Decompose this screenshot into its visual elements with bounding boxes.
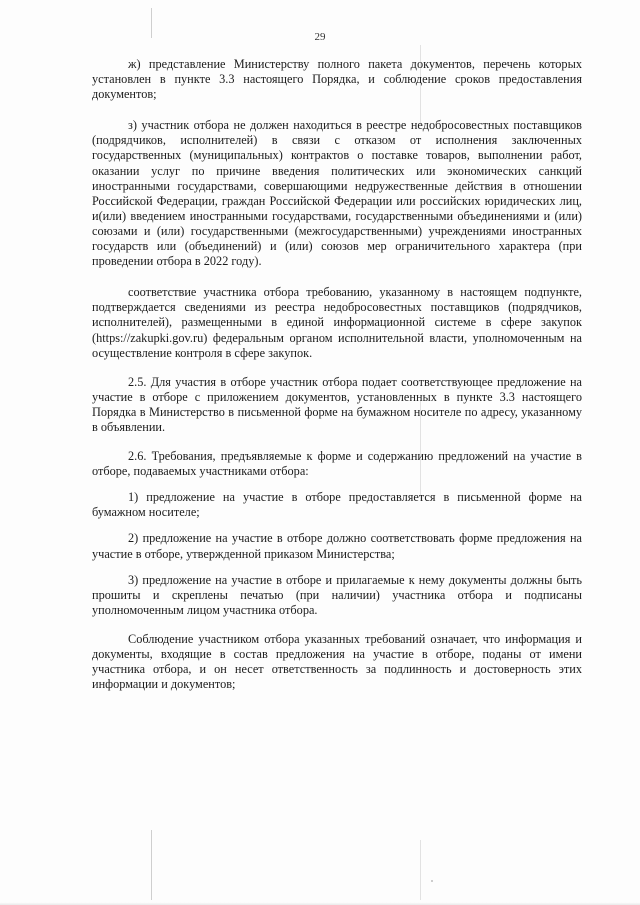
scan-artifact-line bbox=[420, 840, 421, 900]
paragraph-clause-2-6: 2.6. Требования, предъявляемые к форме и содержанию предложений на участие в отборе, подаваемых участниками отбора: bbox=[92, 449, 582, 479]
paragraph-clause-2-5: 2.5. Для участия в отборе участник отбора подает соответствующее предложение на участие в отборе с приложением документов, установленных в пункте 3.3 настоящего Порядка в Министерство в письменной форме на бумажном носителе по адресу, указанному в объявлении. bbox=[92, 374, 582, 434]
paragraph-requirement-1: 1) предложение на участие в отборе предоставляется в письменной форме на бумажном носителе; bbox=[92, 490, 582, 520]
scan-artifact-dot bbox=[431, 880, 433, 882]
paragraph-compliance-meaning: Соблюдение участником отбора указанных требований означает, что информация и документы, входящие в состав предложения на участие в отборе, поданы от имени участника отбора, и он несет ответственность за подлинность и достоверность этих информации и документов; bbox=[92, 631, 582, 692]
document-body bbox=[92, 57, 582, 692]
scan-artifact-line bbox=[151, 830, 152, 900]
paragraph-item-zh: ж) представление Министерству полного пакета документов, перечень которых установлен в пункте 3.3 настоящего Порядка, и соблюдение сроков предоставления документов; bbox=[92, 57, 582, 102]
paragraph-requirement-2: 2) предложение на участие в отборе должно соответствовать форме предложения на участие в отборе, утвержденной приказом Министерства; bbox=[92, 531, 582, 561]
page-number: 29 bbox=[314, 31, 326, 43]
paragraph-requirement-3: 3) предложение на участие в отборе и прилагаемые к нему документы должны быть прошиты и скреплены печатью (при наличии) участника отбора и подписаны уполномоченным лицом участника отбора. bbox=[92, 572, 582, 617]
paragraph-item-z: з) участник отбора не должен находиться в реестре недобросовестных поставщиков (подрядчиков, исполнителей) в связи с отказом от исполнения заключенных государственных (муниципальных) контрактов о поставке товаров, выполнении работ, оказании услуг по причине введения политических или экономических санкций иностранными государствами, совершающими недружественные действия в отношении Российской Федерации, граждан Российской Федерации или российских юридических лиц, и(или) введением иностранными государствами, государственными объединениями и (или) союзами и (или) государственными (межгосударственными) учреждениями иностранных государств или (объединений) и (или) союзов мер ограничительного характера (при проведении отбора в 2022 году). bbox=[92, 118, 582, 269]
paragraph-compliance-confirmation: соответствие участника отбора требованию, указанному в настоящем подпункте, подтверждается сведениями из реестра недобросовестных поставщиков (подрядчиков, исполнителей), размещенными в единой информационной системе в сфере закупок (https://zakupki.gov.ru) федеральным органом исполнительной власти, уполномоченным на осуществление контроля в сфере закупок. bbox=[92, 285, 582, 360]
